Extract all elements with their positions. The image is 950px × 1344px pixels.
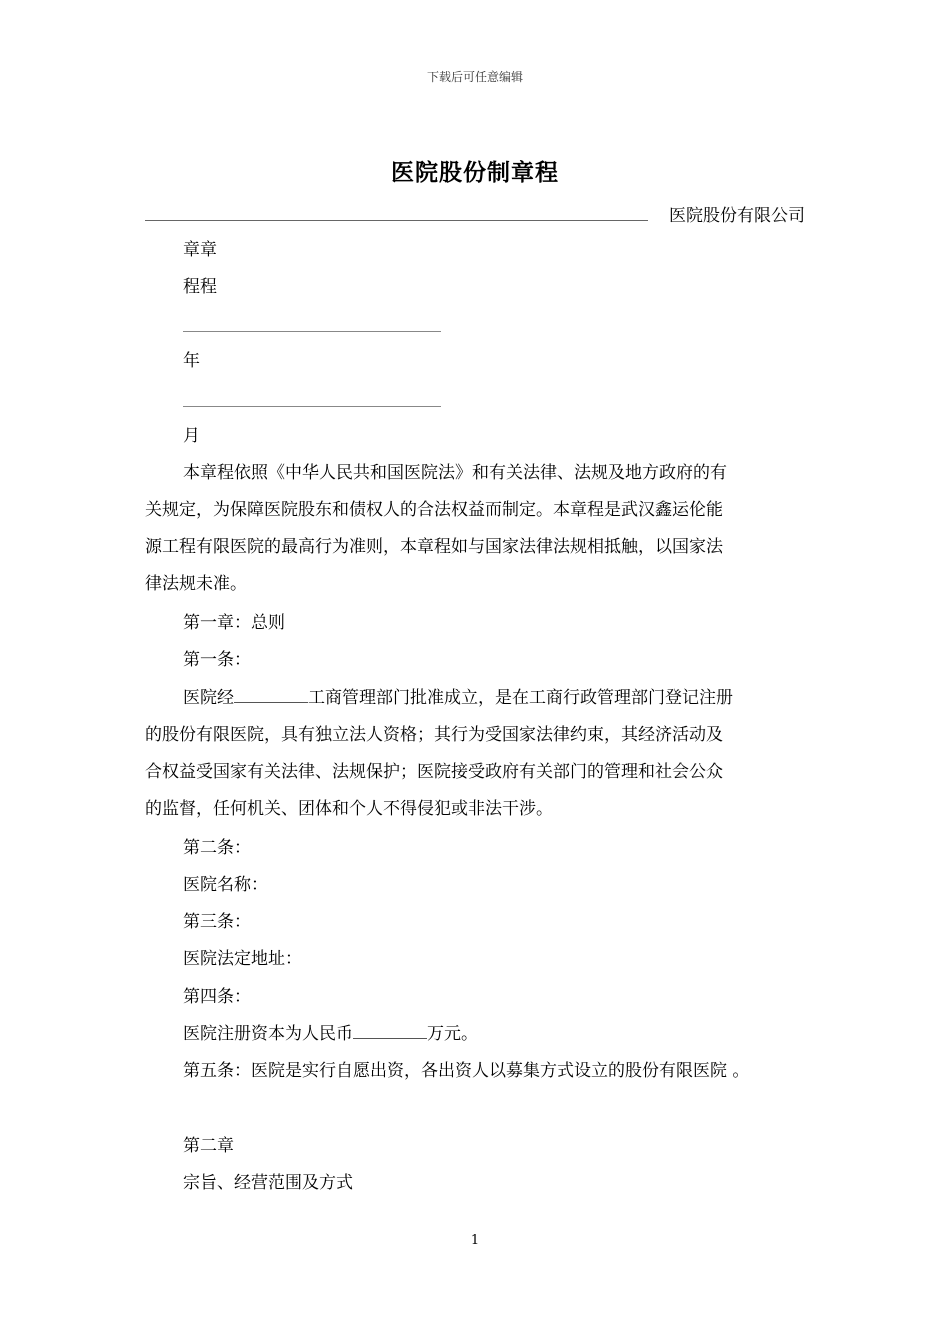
document-title: 医院股份制章程 bbox=[391, 159, 559, 186]
company-name-blank bbox=[145, 220, 648, 221]
article5-text: 第五条：医院是实行自愿出资，各出资人以募集方式设立的股份有限医院 。 bbox=[183, 1061, 750, 1081]
article1-line-3: 合权益受国家有关法律、法规保护；医院接受政府有关部门的管理和社会公众 bbox=[145, 762, 723, 782]
month-blank bbox=[183, 406, 441, 407]
article1-line-1 bbox=[183, 685, 733, 711]
article1-line-4: 的监督，任何机关、团体和个人不得侵犯或非法干涉。 bbox=[145, 799, 553, 819]
article2-label: 第二条： bbox=[183, 838, 251, 858]
preamble-line-1: 本章程依照《中华人民共和国医院法》和有关法律、法规及地方政府的有 bbox=[183, 463, 727, 483]
preamble-line-3: 源工程有限医院的最高行为准则，本章程如与国家法律法规相抵触，以国家法 bbox=[145, 537, 723, 557]
cover-month: 月 bbox=[183, 426, 200, 446]
article4-text-pre: 医院注册资本为人民币 bbox=[183, 1024, 353, 1044]
chapter2-heading: 第二章 bbox=[183, 1136, 234, 1156]
page-number: 1 bbox=[470, 1233, 480, 1248]
chapter2-subheading: 宗旨、经营范围及方式 bbox=[183, 1173, 353, 1193]
cover-year: 年 bbox=[183, 351, 200, 371]
article1-text-pre: 医院经 bbox=[183, 688, 234, 708]
article1-text-post: 工商管理部门批准成立，是在工商行政管理部门登记注册 bbox=[308, 688, 733, 708]
article1-line-2: 的股份有限医院，具有独立法人资格；其行为受国家法律约束，其经济活动及 bbox=[145, 725, 723, 745]
registered-capital-blank bbox=[353, 1022, 427, 1039]
article4-text-post: 万元。 bbox=[427, 1024, 478, 1044]
header-note: 下载后可任意编辑 bbox=[426, 70, 523, 84]
article2-text: 医院名称： bbox=[183, 875, 268, 895]
article3-text: 医院法定地址： bbox=[183, 949, 302, 969]
cover-line-2: 程程 bbox=[183, 277, 217, 297]
company-name-line bbox=[145, 201, 805, 227]
chapter1-heading: 第一章：总则 bbox=[183, 613, 285, 633]
article1-label: 第一条： bbox=[183, 650, 251, 670]
year-blank bbox=[183, 331, 441, 332]
preamble-line-2: 关规定，为保障医院股东和债权人的合法权益而制定。本章程是武汉鑫运伦能 bbox=[145, 500, 723, 520]
article4-label: 第四条： bbox=[183, 987, 251, 1007]
article4-text bbox=[183, 1021, 478, 1047]
cover-line-1: 章章 bbox=[183, 240, 217, 260]
company-name: 医院股份有限公司 bbox=[669, 206, 805, 226]
approval-authority-blank bbox=[234, 686, 308, 703]
article3-label: 第三条： bbox=[183, 912, 251, 932]
preamble-line-4: 律法规未准。 bbox=[145, 574, 247, 594]
